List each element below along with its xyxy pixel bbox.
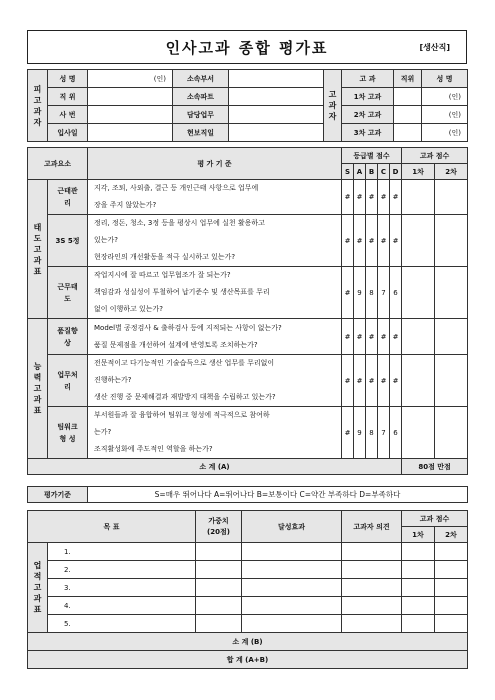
performance-side-label: 업 적 고 과 표	[28, 543, 48, 633]
grade-score-cell: #	[342, 407, 354, 459]
weight-header: 가중치 (20점)	[196, 511, 242, 543]
grade-label: A	[354, 164, 366, 180]
subtotal-a-label: 소 계 (A)	[28, 459, 402, 475]
weight-input[interactable]	[196, 561, 242, 579]
second-score-input[interactable]	[435, 180, 468, 215]
rank-col-header: 직위	[394, 70, 422, 88]
evaluator-name-header: 성 명	[422, 70, 468, 88]
first-eval-header: 1차	[402, 164, 435, 180]
first-score-input[interactable]	[402, 597, 435, 615]
evaluator-rank[interactable]	[394, 88, 422, 106]
opinion-input[interactable]	[342, 561, 402, 579]
grade-score-cell: #	[354, 319, 366, 355]
criteria-line: 전문적이고 다기능적인 기술습득으로 생산 업무를 무리없이	[94, 359, 275, 367]
standard-header: 평 가 기 준	[88, 148, 342, 180]
title-box	[27, 30, 467, 64]
second-score-input[interactable]	[435, 267, 468, 319]
criteria-line: 장을 주지 않았는가?	[94, 201, 157, 209]
legend-label: 평가기준	[28, 487, 88, 503]
result-input[interactable]	[242, 579, 342, 597]
evaluator-seal[interactable]: (인)	[422, 106, 468, 124]
first-score-input[interactable]	[402, 579, 435, 597]
goal-row-number[interactable]: 2.	[48, 561, 196, 579]
page-title: 인사고과 종합 평가표	[165, 39, 329, 57]
grade-score-cell: #	[366, 215, 378, 267]
grade-score-cell: #	[378, 180, 390, 215]
first-score-input[interactable]	[402, 180, 435, 215]
first-score-input[interactable]	[402, 561, 435, 579]
first-eval-header: 1차	[402, 527, 435, 543]
criteria-standard	[88, 267, 342, 319]
grade-score-cell: 8	[366, 267, 378, 319]
name-seal[interactable]: (인)	[88, 70, 173, 88]
grade-label: B	[366, 164, 378, 180]
grade-score-cell: #	[378, 355, 390, 407]
criteria-line: 책임감과 성실성이 투철하여 납기준수 및 생산목표를 무리	[94, 288, 270, 296]
grade-score-cell: 9	[354, 267, 366, 319]
criteria-group-label: 태 도 고 과 표	[28, 180, 48, 319]
weight-input[interactable]	[196, 543, 242, 561]
evaluator-rank[interactable]	[394, 124, 422, 142]
grade-label: S	[342, 164, 354, 180]
first-score-input[interactable]	[402, 215, 435, 267]
id-label: 사 번	[48, 106, 88, 124]
id-value[interactable]	[88, 106, 173, 124]
join-label: 입사일	[48, 124, 88, 142]
grade-score-cell: 7	[378, 267, 390, 319]
grade-score-cell: #	[366, 180, 378, 215]
criteria-line: 품질 문제점을 개선하여 설계에 반영토록 조치하는가?	[94, 340, 258, 349]
info-table	[27, 69, 468, 142]
dept-label: 소속부서	[173, 70, 229, 88]
criteria-line: 진행하는가?	[94, 376, 132, 384]
criteria-line: 있는가?	[94, 236, 119, 244]
job-value[interactable]	[229, 124, 324, 142]
subject-side-label: 피 고 과 자	[28, 70, 48, 142]
part-label: 소속파트	[173, 88, 229, 106]
criteria-item-name: 근무태 도	[48, 267, 88, 319]
dept-value[interactable]	[229, 70, 324, 88]
second-score-input[interactable]	[435, 355, 468, 407]
name-label: 성 명	[48, 70, 88, 88]
first-score-input[interactable]	[402, 407, 435, 459]
grade-score-cell: #	[342, 180, 354, 215]
rank-label: 직 위	[48, 88, 88, 106]
goal-row-number[interactable]: 5.	[48, 615, 196, 633]
weight-input[interactable]	[196, 579, 242, 597]
legend-table	[27, 486, 468, 503]
goal-header: 목 표	[28, 511, 196, 543]
evaluator-row-label: 3차 고과	[342, 124, 394, 142]
grade-score-cell: #	[378, 319, 390, 355]
criteria-line: 부서원들과 잘 융합하여 팀워크 형성에 적극적으로 참여하	[94, 411, 270, 419]
result-header: 달성효과	[242, 511, 342, 543]
subtotal-a-value: 80점 만점	[402, 459, 468, 475]
second-score-input[interactable]	[435, 579, 468, 597]
legend-text: S=매우 뛰어나다 A=뛰어나다 B=보통이다 C=약간 부족하다 D=부족하다	[88, 487, 468, 503]
grade-score-cell: 6	[390, 267, 402, 319]
grade-score-cell: 6	[390, 407, 402, 459]
opinion-header: 고과자 의견	[342, 511, 402, 543]
grade-score-cell: 8	[366, 407, 378, 459]
criteria-line: 작업지시에 잘 따르고 업무협조가 잘 되는가?	[94, 271, 231, 279]
rank-value[interactable]	[88, 88, 173, 106]
second-score-input[interactable]	[435, 319, 468, 355]
grade-score-cell: #	[390, 355, 402, 407]
grade-score-cell: #	[342, 319, 354, 355]
criteria-line: 현장라인의 개선활동을 적극 실시하고 있는가?	[94, 253, 236, 261]
criteria-table	[27, 147, 468, 475]
grade-score-header: 등급별 점수	[342, 148, 402, 164]
criteria-group-label: 능 력 고 과 표	[28, 319, 48, 459]
criteria-item-name: 팀워크 형 성	[48, 407, 88, 459]
evaluator-seal[interactable]: (인)	[422, 88, 468, 106]
grade-score-cell: #	[390, 215, 402, 267]
criteria-standard	[88, 355, 342, 407]
second-eval-header: 2차	[435, 164, 468, 180]
duty-label: 담당업무	[173, 106, 229, 124]
second-score-input[interactable]	[435, 597, 468, 615]
criteria-line: 정리, 정돈, 청소, 3정 등을 평상시 업무에 실천 활용하고	[94, 219, 265, 227]
result-input[interactable]	[242, 543, 342, 561]
weight-input[interactable]	[196, 597, 242, 615]
criteria-line: 없이 이행하고 있는가?	[94, 305, 164, 313]
duty-value[interactable]	[229, 106, 324, 124]
opinion-input[interactable]	[342, 579, 402, 597]
evaluator-row-label: 2차 고과	[342, 106, 394, 124]
grade-label: C	[378, 164, 390, 180]
weight-input[interactable]	[196, 615, 242, 633]
second-score-input[interactable]	[435, 543, 468, 561]
first-score-input[interactable]	[402, 355, 435, 407]
join-value[interactable]	[88, 124, 173, 142]
criteria-line: 는가?	[94, 428, 112, 436]
evaluator-side-label: 고 과 자	[324, 70, 342, 142]
criteria-line: Model별 공정검사 & 출하검사 등에 지적되는 사항이 없는가?	[94, 323, 282, 332]
perf-score-header: 고과 점수	[402, 511, 468, 527]
result-input[interactable]	[242, 561, 342, 579]
first-score-input[interactable]	[402, 319, 435, 355]
opinion-input[interactable]	[342, 543, 402, 561]
total-label: 합 계 (A+B)	[28, 651, 468, 669]
grade-score-cell: #	[390, 319, 402, 355]
criteria-standard	[88, 180, 342, 215]
criteria-standard	[88, 407, 342, 459]
result-input[interactable]	[242, 615, 342, 633]
criteria-item-name: 근태관 리	[48, 180, 88, 215]
first-score-input[interactable]	[402, 543, 435, 561]
grade-score-cell: #	[378, 215, 390, 267]
criteria-line: 조직활성화에 주도적인 역할을 하는가?	[94, 445, 213, 453]
evaluator-row-label: 1차 고과	[342, 88, 394, 106]
first-score-input[interactable]	[402, 615, 435, 633]
second-score-input[interactable]	[435, 615, 468, 633]
goal-row-number[interactable]: 4.	[48, 597, 196, 615]
criteria-item-name: 품질향 상	[48, 319, 88, 355]
second-score-input[interactable]	[435, 407, 468, 459]
second-eval-header: 2차	[435, 527, 468, 543]
evaluator-rank[interactable]	[394, 106, 422, 124]
grade-score-cell: #	[390, 180, 402, 215]
eval-score-header: 고과 점수	[402, 148, 468, 164]
criteria-standard	[88, 215, 342, 267]
criteria-item-name: 3S 5정	[48, 215, 88, 267]
second-score-input[interactable]	[435, 215, 468, 267]
grade-score-cell: #	[366, 319, 378, 355]
grade-score-cell: 7	[378, 407, 390, 459]
subtotal-b-label: 소 계 (B)	[28, 633, 468, 651]
criteria-standard	[88, 319, 342, 355]
grade-score-cell: #	[366, 355, 378, 407]
criteria-line: 생산 진행 중 문제해결과 재발방지 대책을 수립하고 있는가?	[94, 393, 276, 401]
element-header: 고과요소	[28, 148, 88, 180]
grade-score-cell: #	[354, 180, 366, 215]
goal-row-number[interactable]: 3.	[48, 579, 196, 597]
grade-score-cell: 9	[354, 407, 366, 459]
criteria-line: 지각, 조퇴, 사외출, 결근 등 개인근태 사항으로 업무에	[94, 184, 259, 192]
grade-score-cell: #	[342, 355, 354, 407]
grade-score-cell: #	[354, 215, 366, 267]
job-label: 현보직일	[173, 124, 229, 142]
opinion-input[interactable]	[342, 615, 402, 633]
result-input[interactable]	[242, 597, 342, 615]
grade-score-cell: #	[354, 355, 366, 407]
second-score-input[interactable]	[435, 561, 468, 579]
grade-col-header: 고 과	[342, 70, 394, 88]
job-type-tag: [생산직]	[419, 43, 450, 52]
performance-table	[27, 510, 468, 669]
criteria-item-name: 업무처 리	[48, 355, 88, 407]
grade-score-cell: #	[342, 267, 354, 319]
grade-score-cell: #	[342, 215, 354, 267]
grade-label: D	[390, 164, 402, 180]
opinion-input[interactable]	[342, 597, 402, 615]
goal-row-number[interactable]: 1.	[48, 543, 196, 561]
part-value[interactable]	[229, 88, 324, 106]
evaluator-seal[interactable]: (인)	[422, 124, 468, 142]
first-score-input[interactable]	[402, 267, 435, 319]
